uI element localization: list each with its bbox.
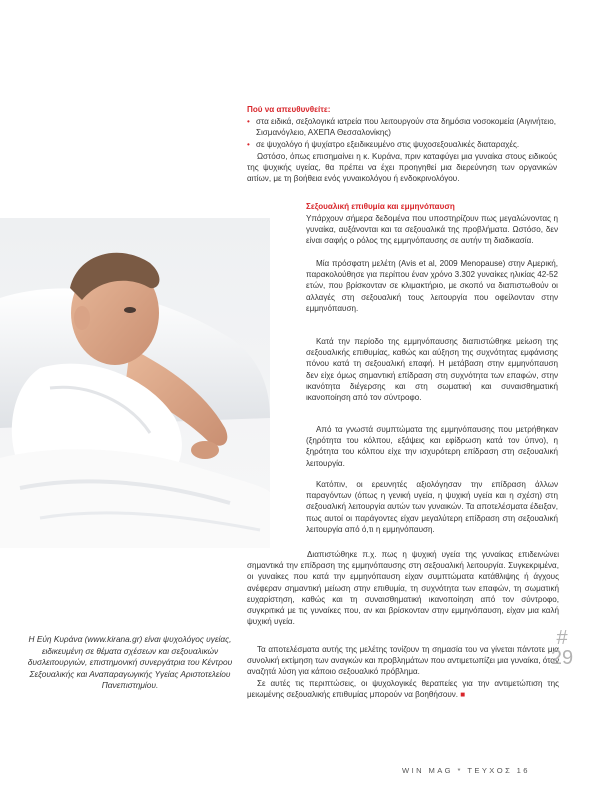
end-mark-icon: ■ xyxy=(460,690,466,700)
section-paragraph-8 xyxy=(247,678,559,700)
section-paragraph-5: Κατόπιν, οι ερευνητές αξιολόγησαν την επίδραση άλλων παραγόντων (όπως η γενική υγεία, η ψυχική υγεία και η σχέση) στη σεξουαλική λειτουργία αυτών των γυναικών. Τα αποτελέσματα έδειξαν, πως αυτοί οι παράγοντες είχαν μεγαλύτερη επίδραση στη σεξουαλική λειτουργία από ό,τι η εμμηνόπαυση. xyxy=(306,480,558,534)
footer-magazine-issue: WIN MAG * ΤΕΥΧΟΣ 16 xyxy=(402,766,530,775)
bullet-2: σε ψυχολόγο ή ψυχίατρο εξειδικευμένο στις ψυχοσεξουαλικές διαταραχές. xyxy=(256,140,520,149)
bullet-dot: • xyxy=(247,140,250,149)
bed-illustration xyxy=(0,218,270,548)
section-heading: Σεξουαλική επιθυμία και εμμηνόπαυση xyxy=(306,202,455,211)
author-caption: Η Εύη Κυράνα (www.kirana.gr) είναι ψυχολόγος υγείας, ειδικευμένη σε θέματα σχέσεων και σεξουαλικών δυσλειτουργιών, επιστημονική συνεργάτρια του Κέντρου Σεξουαλικής και Αναπαραγωγικής Υγείας Αριστοτελείου Πανεπιστημίου. xyxy=(27,634,233,691)
page-marker xyxy=(545,628,579,668)
section-paragraph-1: Υπάρχουν σήμερα δεδομένα που υποστηρίζουν πως μεγαλώνοντας η γυναίκα, αυξάνονται και τα σεξουαλικά της προβλήματα. Ωστόσο, δεν είναι σαφής ο ρόλος της εμμηνόπαυσης σε αυτήν τη διαδικασία. xyxy=(306,214,558,246)
section-paragraph-2: Μία πρόσφατη μελέτη (Avis et al, 2009 Menopause) στην Αμερική, παρακολούθησε για περίπου έναν χρόνο 3.302 γυναίκες ηλικίας 42-52 ετών, που βρίσκονταν σε κλιμακτήριο, με σκοπό να διαπιστωθούν οι αλλαγές στη σεξουαλική τους λειτουργία που οφείλονταν στην εμμηνόπαυση. xyxy=(306,259,558,313)
photo-man-in-bed xyxy=(0,218,270,548)
section-paragraph-3: Κατά την περίοδο της εμμηνόπαυσης διαπιστώθηκε μείωση της σεξουαλικής επιθυμίας, καθώς και αύξηση της συχνότητας εμφάνισης πόνου κατά τη σεξουαλική επαφή. Η μετάβαση στην εμμηνόπαυση δεν είχε όμως σημαντική επίδραση στη συχνότητα των επαφών, στην ικανότητα διέγερσης και στη σωματική και συναισθηματική ικανοποίηση από τον σύντροφο. xyxy=(306,337,558,403)
section-paragraph-7: Τα αποτελέσματα αυτής της μελέτης τονίζουν τη σημασία του να γίνεται πάντοτε μια συνολική εκτίμηση των αναγκών και προβλημάτων που αντιμετωπίζει μια γυναίκα, όταν αναζητά λύση για κάποιο σεξουαλικό πρόβλημα. xyxy=(247,645,559,677)
section-paragraph-4: Από τα γνωστά συμπτώματα της εμμηνόπαυσης που μετρήθηκαν (ξηρότητα του κόλπου, εξάψεις και εφίδρωση κατά τον ύπνο), η ξηρότητα του κόλπου είχε την ισχυρότερη επίδραση στη σεξουαλική λειτουργία. xyxy=(306,425,558,468)
bullet-1: στα ειδικά, σεξολογικά ιατρεία που λειτουργούν στα δημόσια νοσοκομεία (Αιγινήτειο, Σισμανόγλειο, ΑΧΕΠΑ Θεσσαλονίκης) xyxy=(256,117,556,138)
bullet-dot: • xyxy=(247,117,250,126)
paragraph-8-text: Σε αυτές τις περιπτώσεις, οι ψυχολογικές θεραπείες για την αντιμετώπιση της μειωμένης σεξουαλικής επιθυμίας μπορούν να βοηθήσουν. xyxy=(247,679,559,700)
bullet-marker xyxy=(247,116,253,127)
bullet-marker xyxy=(247,139,253,150)
where-to-go-heading: Πού να απευθυνθείτε: xyxy=(247,105,331,114)
section-paragraph-6: Διαπιστώθηκε π.χ. πως η ψυχική υγεία της γυναίκας επιδεινώνει σημαντικά την επίδραση της εμμηνόπαυσης στη σεξουαλική λειτουργία. Συγκεκριμένα, οι γυναίκες που κατά την εμμηνόπαυση είχαν συμπτώματα κατάθλιψης ή άγχους ανέφεραν σημαντική μείωση στην επιθυμία, τη συχνότητα των επαφών, τη σωματική ευχαρίστηση, καθώς και τη συναισθηματική ικανοποίηση από τον σύντροφο, συγκριτικά με τις γυναίκες που, αν και βρίσκονταν στην εμμηνόπαυση, είχαν μια καλή ψυχική υγεία. xyxy=(247,550,559,627)
page-number: 29 xyxy=(550,647,574,669)
hash-symbol: # xyxy=(556,627,568,649)
where-to-go-note: Ωστόσο, όπως επισημαίνει η κ. Κυράνα, πριν καταφύγει μια γυναίκα στους ειδικούς της ψυχικής υγείας, θα πρέπει να έχει προηγηθεί μια διερεύνηση των οργανικών αιτίων, με τη βοήθεια ενός γυναικολόγου ή ενδοκρινολόγου. xyxy=(247,152,557,184)
